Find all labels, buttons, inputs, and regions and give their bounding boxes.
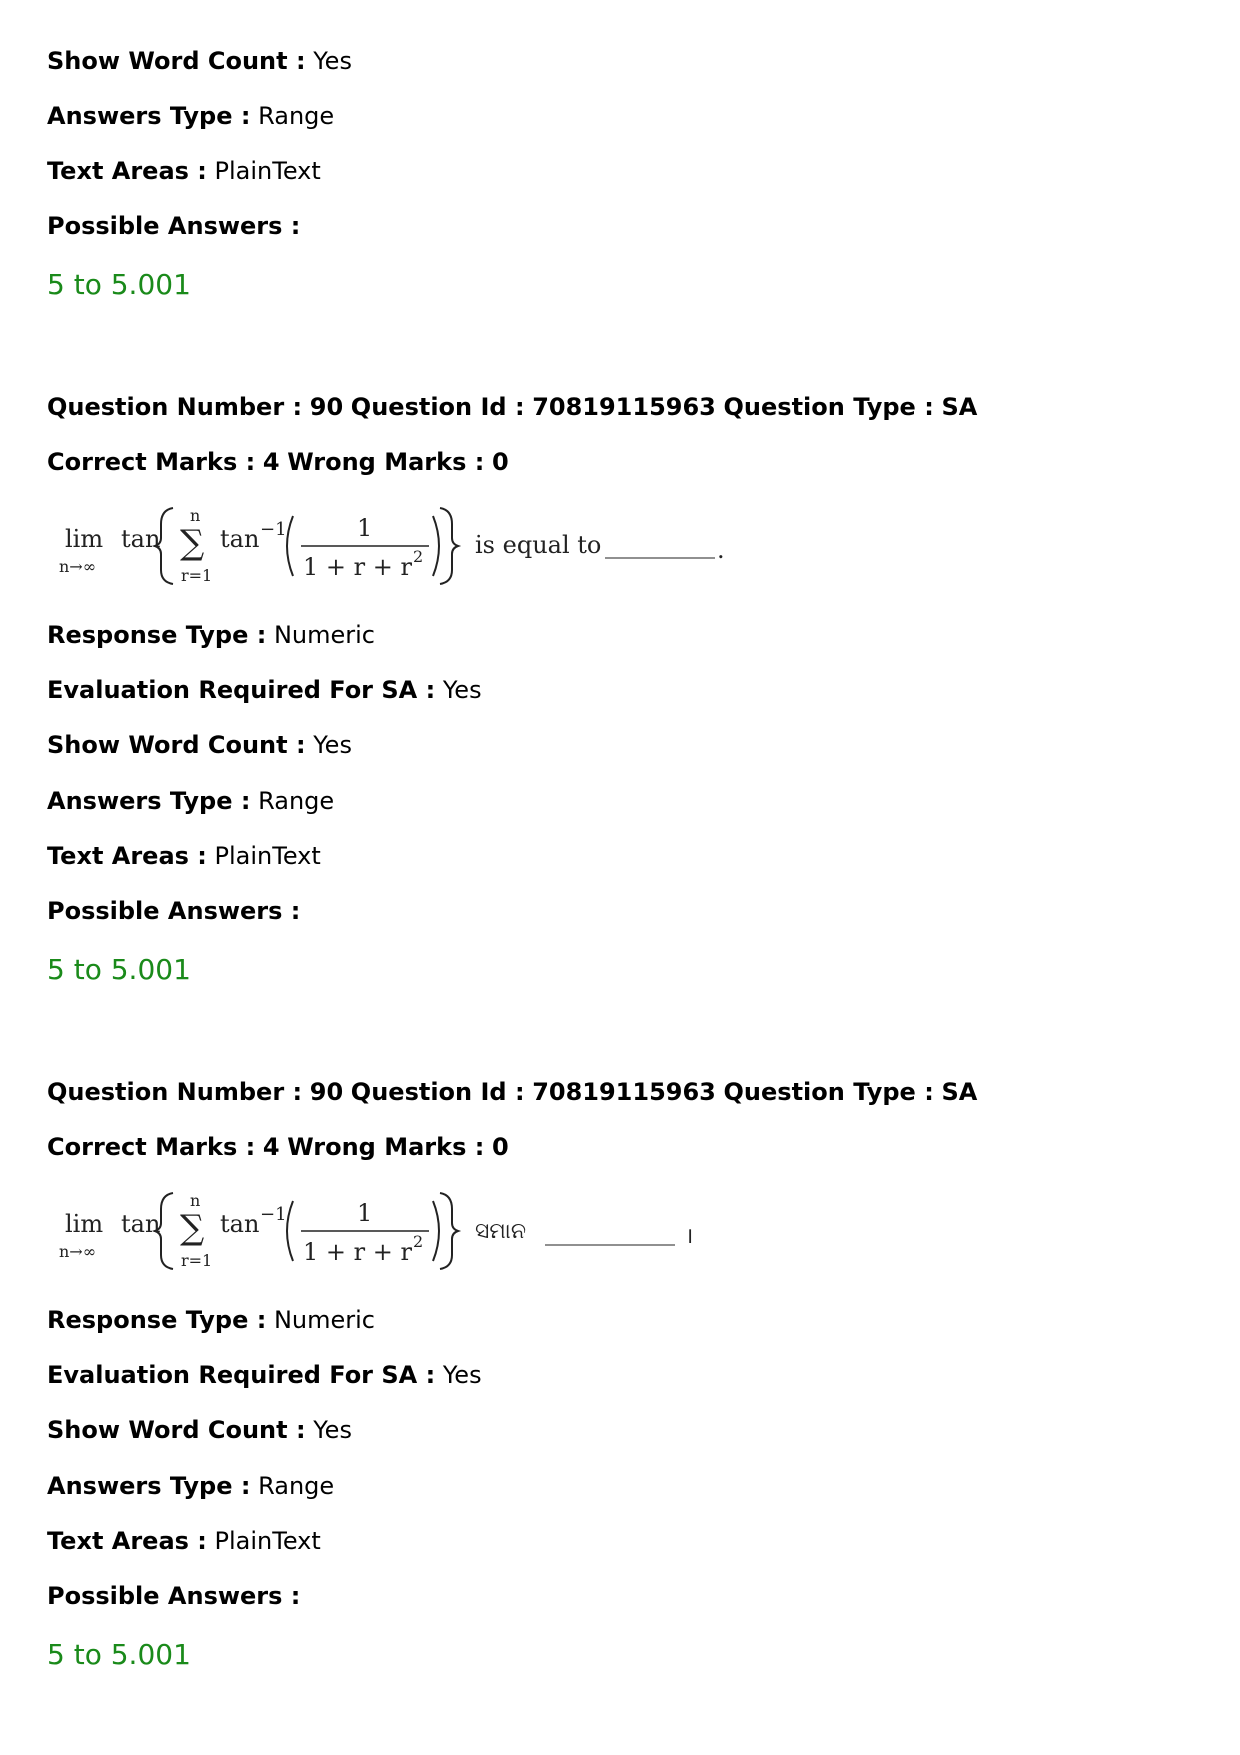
formula-image xyxy=(55,502,775,588)
fraction-denominator: 1 + r + r xyxy=(303,1238,412,1266)
wrong-marks-label: Wrong Marks : xyxy=(287,448,485,476)
answers-type-row xyxy=(47,786,334,816)
response-type-value: Numeric xyxy=(273,1306,375,1334)
question-formula xyxy=(55,1187,775,1273)
possible-answers-row xyxy=(47,1581,300,1611)
possible-answers-row xyxy=(47,896,300,926)
formula-tan: tan xyxy=(121,1210,161,1238)
show-word-count-value: Yes xyxy=(313,47,352,75)
formula-suffix: is equal to xyxy=(475,531,602,559)
answers-type-label: Answers Type : xyxy=(47,1472,251,1500)
formula-arctan: tan xyxy=(220,1210,260,1238)
question-number-label: Question Number : xyxy=(47,393,303,421)
text-areas-value: PlainText xyxy=(214,157,321,185)
question-number-label: Question Number : xyxy=(47,1078,303,1106)
formula-lim: lim xyxy=(65,1210,104,1238)
possible-answer-value: 5 to 5.001 xyxy=(47,953,191,986)
possible-answer-value: 5 to 5.001 xyxy=(47,268,191,301)
correct-marks-label: Correct Marks : xyxy=(47,448,256,476)
possible-answers-label: Possible Answers : xyxy=(47,1582,301,1610)
question-number-value: 90 xyxy=(309,1078,344,1106)
formula-end-mark: । xyxy=(685,1224,694,1249)
formula-suffix: ସମାନ xyxy=(475,1219,526,1244)
evaluation-required-row xyxy=(47,675,482,705)
show-word-count-value: Yes xyxy=(313,1416,352,1444)
wrong-marks-value: 0 xyxy=(491,1133,509,1161)
text-areas-row xyxy=(47,156,321,186)
question-header-row xyxy=(47,1077,977,1107)
question-type-label: Question Type : xyxy=(723,393,934,421)
formula-lim-subscript: n→∞ xyxy=(59,1242,97,1261)
question-id-value: 70819115963 xyxy=(532,1078,716,1106)
response-type-row xyxy=(47,620,375,650)
sigma-lower-limit: r=1 xyxy=(181,566,213,585)
fraction-denominator-exponent: 2 xyxy=(413,1232,424,1251)
sigma-upper-limit: n xyxy=(190,1191,201,1210)
correct-marks-value: 4 xyxy=(262,448,280,476)
right-paren-icon xyxy=(433,516,439,576)
evaluation-required-value: Yes xyxy=(442,676,482,704)
show-word-count-label: Show Word Count : xyxy=(47,731,306,759)
formula-arctan-exponent: −1 xyxy=(260,1204,287,1225)
wrong-marks-label: Wrong Marks : xyxy=(287,1133,485,1161)
question-id-label: Question Id : xyxy=(350,393,525,421)
question-id-label: Question Id : xyxy=(350,1078,525,1106)
possible-answer-value: 5 to 5.001 xyxy=(47,1638,191,1671)
formula-tan: tan xyxy=(121,525,161,553)
show-word-count-label: Show Word Count : xyxy=(47,47,306,75)
show-word-count-label: Show Word Count : xyxy=(47,1416,306,1444)
formula-end-mark: . xyxy=(717,536,725,564)
text-areas-row xyxy=(47,1526,321,1556)
text-areas-label: Text Areas : xyxy=(47,157,207,185)
question-type-label: Question Type : xyxy=(723,1078,934,1106)
right-paren-icon xyxy=(433,1201,439,1261)
response-type-value: Numeric xyxy=(273,621,375,649)
response-type-row xyxy=(47,1305,375,1335)
formula-lim-subscript: n→∞ xyxy=(59,557,97,576)
formula-image xyxy=(55,1187,775,1273)
possible-answers-row xyxy=(47,211,300,241)
correct-marks-label: Correct Marks : xyxy=(47,1133,256,1161)
answers-type-value: Range xyxy=(258,787,335,815)
possible-answers-label: Possible Answers : xyxy=(47,897,301,925)
sigma-icon: ∑ xyxy=(180,1208,205,1248)
fraction-denominator: 1 + r + r xyxy=(303,553,412,581)
answers-type-row xyxy=(47,1471,334,1501)
response-type-label: Response Type : xyxy=(47,1306,267,1334)
answers-type-value: Range xyxy=(258,1472,335,1500)
answers-type-label: Answers Type : xyxy=(47,102,251,130)
answers-type-value: Range xyxy=(258,102,335,130)
marks-row xyxy=(47,447,509,477)
fraction-numerator: 1 xyxy=(357,514,373,542)
evaluation-required-label: Evaluation Required For SA : xyxy=(47,676,436,704)
correct-marks-value: 4 xyxy=(262,1133,280,1161)
text-areas-label: Text Areas : xyxy=(47,842,207,870)
formula-arctan-exponent: −1 xyxy=(260,519,287,540)
text-areas-value: PlainText xyxy=(214,1527,321,1555)
right-brace-icon xyxy=(440,508,458,584)
text-areas-value: PlainText xyxy=(214,842,321,870)
fraction-denominator-exponent: 2 xyxy=(413,547,424,566)
show-word-count-value: Yes xyxy=(313,731,352,759)
answers-type-row xyxy=(47,101,334,131)
fraction-numerator: 1 xyxy=(357,1199,373,1227)
wrong-marks-value: 0 xyxy=(491,448,509,476)
formula-arctan: tan xyxy=(220,525,260,553)
answers-type-label: Answers Type : xyxy=(47,787,251,815)
question-type-value: SA xyxy=(941,393,978,421)
response-type-label: Response Type : xyxy=(47,621,267,649)
question-number-value: 90 xyxy=(309,393,344,421)
sigma-upper-limit: n xyxy=(190,506,201,525)
left-paren-icon xyxy=(287,1201,293,1261)
question-header-row xyxy=(47,392,977,422)
question-id-value: 70819115963 xyxy=(532,393,716,421)
sigma-icon: ∑ xyxy=(180,523,205,563)
evaluation-required-row xyxy=(47,1360,482,1390)
show-word-count-row xyxy=(47,46,352,76)
text-areas-row xyxy=(47,841,321,871)
sigma-lower-limit: r=1 xyxy=(181,1251,213,1270)
text-areas-label: Text Areas : xyxy=(47,1527,207,1555)
question-type-value: SA xyxy=(941,1078,978,1106)
possible-answers-label: Possible Answers : xyxy=(47,212,301,240)
show-word-count-row xyxy=(47,730,352,760)
evaluation-required-value: Yes xyxy=(442,1361,482,1389)
show-word-count-row xyxy=(47,1415,352,1445)
left-paren-icon xyxy=(287,516,293,576)
marks-row xyxy=(47,1132,509,1162)
evaluation-required-label: Evaluation Required For SA : xyxy=(47,1361,436,1389)
right-brace-icon xyxy=(440,1193,458,1269)
formula-lim: lim xyxy=(65,525,104,553)
question-formula xyxy=(55,502,775,588)
